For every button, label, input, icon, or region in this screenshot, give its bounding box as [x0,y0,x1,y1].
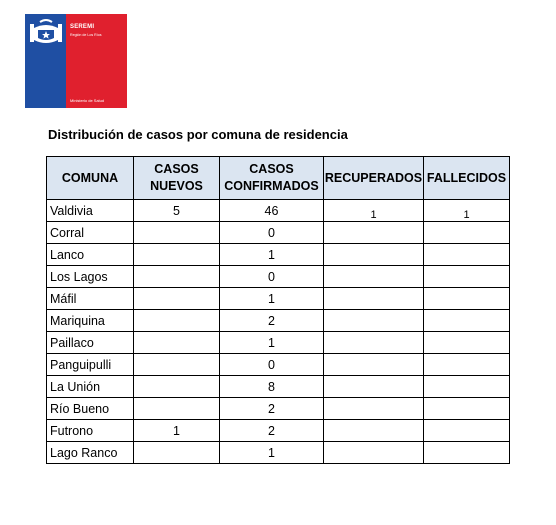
cell-fallecidos [424,442,510,464]
cell-comuna: Lago Ranco [47,442,134,464]
cell-comuna: Corral [47,222,134,244]
cell-recuperados [324,310,424,332]
cell-recuperados [324,354,424,376]
cell-comuna: Mariquina [47,310,134,332]
cell-fallecidos [424,244,510,266]
table-row [47,200,510,222]
table-row [47,376,510,398]
cell-recuperados [324,420,424,442]
cell-confirmados: 46 [220,200,324,222]
cell-nuevos [134,266,220,288]
cell-comuna: Lanco [47,244,134,266]
header-recuperados: RECUPERADOS [324,157,424,200]
cell-fallecidos: 1 [424,200,510,222]
cell-nuevos [134,222,220,244]
cell-nuevos [134,354,220,376]
table-row [47,398,510,420]
cell-nuevos [134,398,220,420]
cell-nuevos [134,376,220,398]
cell-confirmados: 2 [220,310,324,332]
cell-recuperados [324,376,424,398]
cell-fallecidos [424,332,510,354]
cell-confirmados: 0 [220,266,324,288]
cell-fallecidos [424,354,510,376]
cell-recuperados [324,244,424,266]
coat-of-arms-icon [28,18,64,48]
cell-comuna: Valdivia [47,200,134,222]
cell-nuevos [134,332,220,354]
header-casos-confirmados: CASOS CONFIRMADOS [220,157,324,200]
table-row [47,244,510,266]
cell-recuperados [324,332,424,354]
cell-fallecidos [424,376,510,398]
cell-nuevos [134,442,220,464]
cell-recuperados [324,266,424,288]
cell-recuperados [324,288,424,310]
cell-fallecidos [424,266,510,288]
table-header-row [47,157,510,200]
cell-confirmados: 1 [220,332,324,354]
cell-comuna: La Unión [47,376,134,398]
table-row [47,288,510,310]
cell-nuevos [134,288,220,310]
cell-recuperados [324,442,424,464]
table-row [47,420,510,442]
header-comuna: COMUNA [47,157,134,200]
cell-nuevos [134,310,220,332]
logo-title: SEREMI [70,24,95,30]
cell-confirmados: 8 [220,376,324,398]
cell-confirmados: 0 [220,354,324,376]
cell-recuperados [324,398,424,420]
cell-comuna: Panguipulli [47,354,134,376]
document-title: Distribución de casos por comuna de residencia [48,127,348,142]
cell-comuna: Río Bueno [47,398,134,420]
seremi-logo [25,14,127,108]
cell-recuperados [324,222,424,244]
cell-fallecidos [424,288,510,310]
table-row [47,266,510,288]
cell-nuevos [134,244,220,266]
cell-nuevos: 5 [134,200,220,222]
cases-table [46,156,510,464]
logo-blue-panel [25,14,66,108]
table-row [47,332,510,354]
cell-confirmados: 2 [220,420,324,442]
cell-fallecidos [424,310,510,332]
cell-confirmados: 1 [220,442,324,464]
table-row [47,442,510,464]
cell-nuevos: 1 [134,420,220,442]
cell-comuna: Máfil [47,288,134,310]
cell-confirmados: 2 [220,398,324,420]
cell-confirmados: 0 [220,222,324,244]
header-fallecidos: FALLECIDOS [424,157,510,200]
cell-confirmados: 1 [220,288,324,310]
cell-fallecidos [424,222,510,244]
table-row [47,310,510,332]
cell-comuna: Paillaco [47,332,134,354]
logo-region: Región de Los Ríos [70,33,102,37]
logo-ministry: Ministerio de Salud [70,98,105,103]
cell-comuna: Futrono [47,420,134,442]
cell-comuna: Los Lagos [47,266,134,288]
logo-red-panel [66,14,127,108]
table-row [47,354,510,376]
cell-fallecidos [424,398,510,420]
cell-recuperados: 1 [324,200,424,222]
cell-fallecidos [424,420,510,442]
table-row [47,222,510,244]
cell-confirmados: 1 [220,244,324,266]
header-casos-nuevos: CASOS NUEVOS [134,157,220,200]
